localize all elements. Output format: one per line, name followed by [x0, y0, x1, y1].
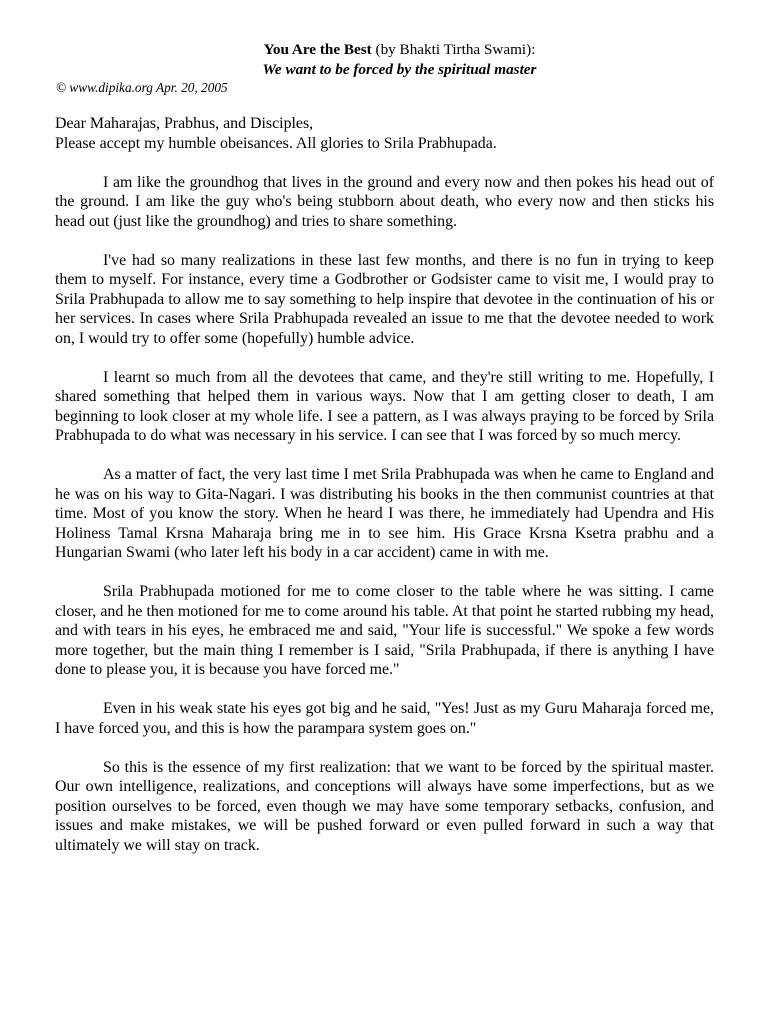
paragraph-1: I am like the groundhog that lives in the ground and every now and then pokes his head out of the ground. I am like the guy who's being stubborn about death, who every now and then sticks his head out (just like the groundhog) and tries to share something. [55, 173, 714, 230]
document-title [85, 40, 714, 60]
source-line: © www.dipika.org Apr. 20, 2005 [56, 80, 228, 95]
title-author: (by Bhakti Tirtha Swami): [371, 41, 536, 58]
greeting [55, 114, 714, 153]
paragraph-6: Even in his weak state his eyes got big and he said, "Yes! Just as my Guru Maharaja forced me, I have forced you, and this is how the parampara system goes on." [55, 700, 714, 737]
paragraph-5: Srila Prabhupada motioned for me to come closer to the table where he was sitting. I came closer, and he then motioned for me to come around his table. At that point he started rubbing my head, and with tears in his eyes, he embraced me and said, "Your life is successful." We spoke a few words more together, but the main thing I remember is I said, "Srila Prabhupada, if there is anything I have done to please you, it is because you have forced me." [55, 583, 714, 678]
greeting-line-2: Please accept my humble obeisances. All glories to Srila Prabhupada. [55, 134, 497, 152]
paragraph-4: As a matter of fact, the very last time I met Srila Prabhupada was when he came to England and he was on his way to Gita-Nagari. I was distributing his books in the then communist countries at that time. Most of you know the story. When he heard I was there, he immediately had Upendra and His Holiness Tamal Krsna Maharaja bring me in to see him. His Grace Krsna Ksetra prabhu and a Hungarian Swami (who later left his body in a car accident) came in with me. [55, 466, 714, 561]
document-header [85, 40, 714, 80]
greeting-line-1: Dear Maharajas, Prabhus, and Disciples, [55, 115, 314, 132]
paragraph-2: I've had so many realizations in these last few months, and there is no fun in trying to keep them to myself. For instance, every time a Godbrother or Godsister came to visit me, I would pray to Srila Prabhupada to allow me to say something to help inspire that devotee in the continuation of his or her services. In cases where Srila Prabhupada revealed an issue to me that the devotee needed to work on, I would try to offer some (hopefully) humble advice. [55, 251, 714, 347]
document-subtitle: We want to be forced by the spiritual master [262, 61, 537, 78]
paragraph-7: So this is the essence of my first realization: that we want to be forced by the spiritual master. Our own intelligence, realizations, and conceptions will always have some imperfections, but as we position ourselves to be forced, even though we may have some temporary setbacks, confusion, and issues and make mistakes, we will be pushed forward or even pulled forward in such a way that ultimately we will stay on track. [55, 758, 714, 854]
title-bold: You Are the Best [263, 41, 372, 58]
paragraph-3: I learnt so much from all the devotees that came, and they're still writing to me. Hopefully, I shared something that helped them in various ways. Now that I am getting closer to death, I am beginning to look closer at my whole life. I see a pattern, as I was always praying to be forced by Srila Prabhupada to do what was necessary in his service. I can see that I was forced by so much mercy. [55, 368, 714, 444]
document-page [55, 40, 714, 855]
